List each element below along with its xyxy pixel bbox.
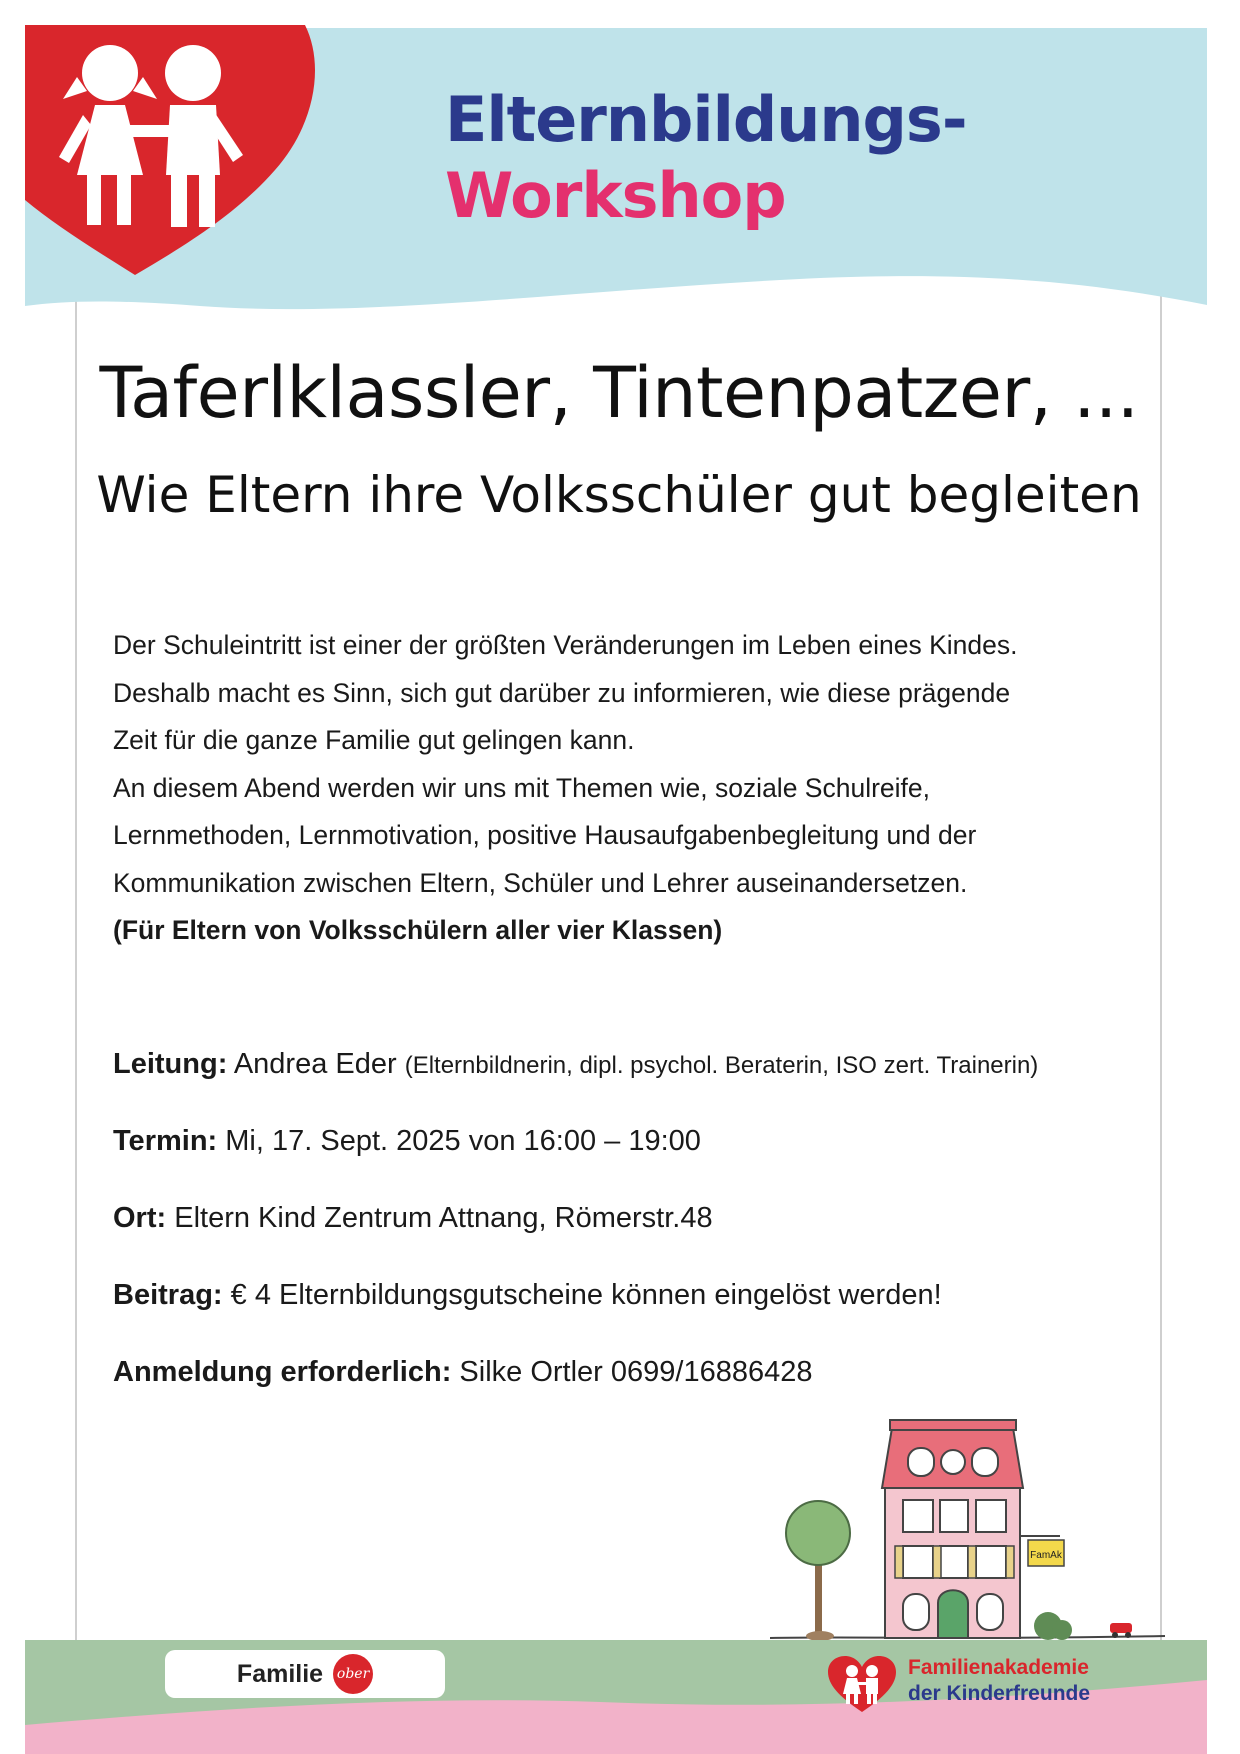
detail-termin xyxy=(113,1125,1153,1202)
heart-children-icon xyxy=(828,1656,896,1714)
detail-label: Termin: xyxy=(113,1125,218,1157)
heart-children-icon xyxy=(25,25,315,275)
main-title: Taferlklassler, Tintenpatzer, ... xyxy=(99,352,1139,434)
header-title-line1: Elternbildungs- xyxy=(445,83,967,156)
description-line: Kommunikation zwischen Eltern, Schüler und Lehrer auseinandersetzen. xyxy=(113,867,968,898)
footer-brand xyxy=(828,1652,1168,1712)
event-details xyxy=(113,1048,1153,1433)
header-title xyxy=(445,82,967,234)
badge-text: Familie xyxy=(236,1659,324,1688)
detail-beitrag xyxy=(113,1279,1153,1356)
description-line: Lernmethoden, Lernmotivation, positive Hausaufgabenbegleitung und der xyxy=(113,820,977,850)
detail-leitung xyxy=(113,1048,1153,1125)
familie-badge xyxy=(165,1650,445,1698)
detail-label: Ort: xyxy=(113,1202,167,1234)
ober-logo-icon: ober xyxy=(333,1654,373,1694)
audience-note: (Für Eltern von Volksschülern aller vier Klassen) xyxy=(113,915,723,945)
detail-ort xyxy=(113,1202,1153,1279)
description xyxy=(113,622,1153,955)
detail-extra: (Elternbildnerin, dipl. psychol. Beraterin, ISO zert. Trainerin) xyxy=(404,1052,1039,1079)
description-line: Zeit für die ganze Familie gut gelingen kann. xyxy=(113,725,635,755)
detail-value: Eltern Kind Zentrum Attnang, Römerstr.48 xyxy=(166,1202,713,1234)
description-line: An diesem Abend werden wir uns mit Themen wie, soziale Schulreife, xyxy=(113,772,930,803)
sub-title: Wie Eltern ihre Volksschüler gut begleiten xyxy=(96,466,1142,524)
detail-label: Anmeldung erforderlich: xyxy=(113,1356,452,1388)
header-title-line2: Workshop xyxy=(445,159,786,232)
detail-value: Mi, 17. Sept. 2025 von 16:00 – 19:00 xyxy=(217,1125,701,1157)
brand-line2: der Kinderfreunde xyxy=(908,1682,1091,1705)
detail-value: € 4 Elternbildungsgutscheine können eingelöst werden! xyxy=(222,1279,942,1311)
detail-value: Silke Ortler 0699/16886428 xyxy=(451,1356,813,1388)
description-line: Der Schuleintritt ist einer der größten Veränderungen im Leben eines Kindes. xyxy=(113,630,1018,660)
detail-value: Andrea Eder xyxy=(227,1048,405,1080)
detail-label: Beitrag: xyxy=(113,1279,223,1311)
house-tree-icon xyxy=(770,1418,1165,1658)
house-sign-text: FamAk xyxy=(1030,1550,1062,1561)
brand-line1: Familienakademie xyxy=(908,1656,1089,1679)
description-line: Deshalb macht es Sinn, sich gut darüber zu informieren, wie diese prägende xyxy=(113,677,1011,708)
detail-label: Leitung: xyxy=(113,1048,228,1080)
